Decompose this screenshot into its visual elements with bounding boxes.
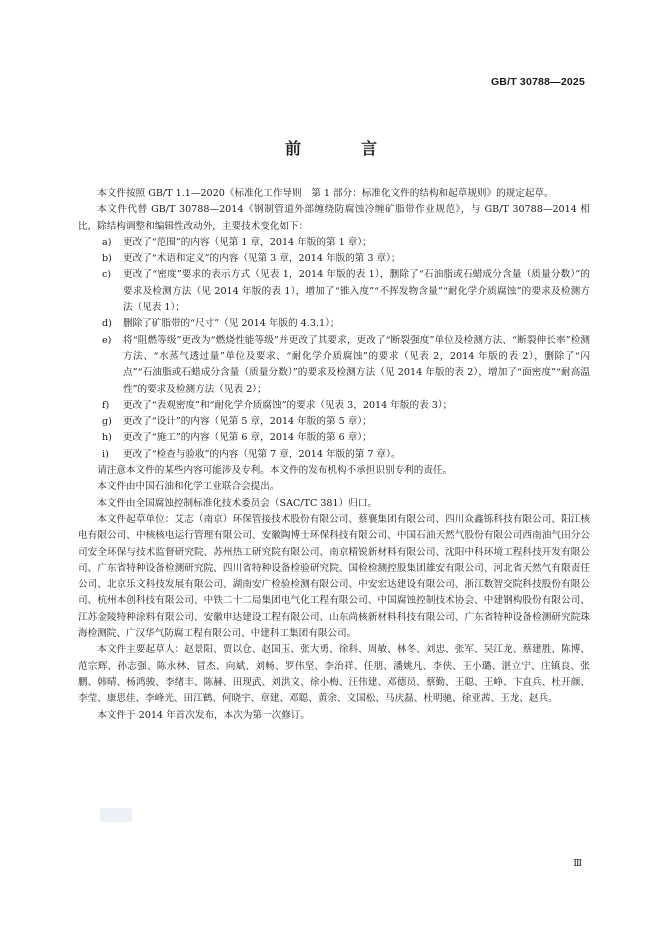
list-item-text: 更改了“范围”的内容（见第 1 章，2014 年版的第 1 章）； (123, 236, 372, 248)
list-item-text: 更改了“表观密度”和“耐化学介质腐蚀”的要求（见表 3，2014 年版的表 3）； (123, 399, 453, 411)
list-item-label: b) (102, 253, 112, 265)
list-item (78, 251, 590, 267)
list-item (78, 430, 590, 446)
list-item (78, 267, 590, 316)
list-item (78, 398, 590, 414)
changes-list (78, 235, 590, 463)
list-item (78, 333, 590, 398)
drafting-units: 本文件起草单位：艾志（南京）环保管接技术股份有限公司、蔡襄集团有限公司、四川众鑫铄科技有限公司、阳江核电有限公司、中核核电运行管理有限公司、安徽陶博士环保科技有限公司、中国石油天然气股份有限公司西南油气田分公司安全环保与技术监督研究院、苏州热工研究院有限公司、南京精锐新材料有限公司、沈阳中科环境工程科技开发有限公司、广东省特种设备检测研究院、四川省特种设备检验研究院、国检检测控股集团雄安有限公司、河北省天然气有限责任公司、北京乐文科技发展有限公司、湖南安广检验检测有限公司、中安宏达建设有限公司、浙江数智交院科技股份有限公司、杭州本创科技有限公司、中铁二十二局集团电气化工程有限公司、中国腐蚀控制技术协会、中建钢构股份有限公司、江苏金陵特种涂料有限公司、安徽申达建设工程有限公司、山东尚核新材料科技有限公司、广东省特种设备检测研究院珠海检测院、广汉华气防腐工程有限公司、中建科工集团有限公司。 (78, 513, 590, 640)
list-item (78, 316, 590, 332)
page-title: 前 言 (284, 139, 399, 158)
list-item-label: a) (102, 236, 112, 248)
list-item-text: 删除了矿脂带的“尺寸”（见 2014 年版的 4.3.1）； (123, 318, 340, 330)
foreword-body (78, 186, 590, 724)
list-item-label: d) (102, 318, 112, 330)
proposed-by: 本文件由中国石油和化学工业联合会提出。 (97, 481, 280, 493)
list-item-text: 更改了“术语和定义”的内容（见第 3 章，2014 年版的第 3 章）； (123, 253, 401, 265)
list-item-text: 将“阻燃等级”更改为“燃烧性能等级”并更改了其要求，更改了“断裂强度”单位及检测方法、“断裂伸长率”检测方法、“水蒸气透过量”单位及要求、“耐化学介质腐蚀”的要求（见表 2，2014 年版的表 2），删除了“闪点”“石油脂或石蜡成分含量（质量分数）”的要求及检测方法（见 2014 年版的表 2），增加了“面密度”“耐高温性”的要求及检测方法（见表 2）； (123, 334, 590, 395)
list-item (78, 447, 590, 463)
list-item-label: f) (102, 399, 110, 411)
patent-notice: 请注意本文件的某些内容可能涉及专利。本文件的发布机构不承担识别专利的责任。 (97, 465, 453, 477)
list-item-label: e) (102, 334, 112, 346)
publication-history: 本文件于 2014 年首次发布，本次为第一次修订。 (97, 709, 310, 721)
watermark-logo (100, 808, 132, 822)
list-item-text: 更改了“施工”的内容（见第 6 章，2014 年版的第 6 章）； (123, 432, 372, 444)
list-item (78, 235, 590, 251)
drafters: 本文件主要起草人：赵景阳、贾以仓、赵国玉、张大勇、徐科、周敏、林冬、刘忠、张军、吴江龙、蔡建胜、陈博、范宗辉、孙志强、陈永林、冒杰、向斌、刘畅、罗伟坚、李治祥、任朋、潘姚凡、李侠、王小璐、湛立宁、庄镇良、张鹏、韩晴、杨鸿骏、李绪丰、陈赫、田现武、刘洪文、徐小梅、汪伟建、邓德员、蔡勤、王聪、王峥、卞直兵、杜开颜、李莹、康思佳、李峰光、田江鹤、何晓宇、章建、邓聪、黄余、文国松、马庆磊、杜明驰、徐亚茜、王龙、赵兵。 (78, 644, 590, 705)
standard-code: GB/T 30788—2025 (490, 76, 585, 88)
list-item-text: 更改了“检查与验收”的内容（见第 7 章，2014 年版的第 7 章）。 (123, 448, 401, 460)
page-number: Ⅲ (573, 858, 582, 868)
list-item-label: h) (102, 432, 112, 444)
list-item-text: 更改了“设计”的内容（见第 5 章，2014 年版的第 5 章）； (123, 416, 372, 428)
intro-paragraph-1: 本文件按照 GB/T 1.1—2020《标准化工作导则 第 1 部分：标准化文件的结构和起草规则》的规定起草。 (97, 188, 554, 199)
list-item-label: i) (102, 448, 109, 460)
list-item-label: g) (102, 416, 112, 428)
list-item (78, 414, 590, 430)
intro-paragraph-2: 本文件代替 GB/T 30788—2014《钢制管道外部缠绕防腐蚀冷缠矿脂带作业规范》，与 GB/T 30788—2014 相比，除结构调整和编辑性改动外，主要技术变化如下： (78, 204, 590, 232)
centralized-by: 本文件由全国腐蚀控制标准化技术委员会（SAC/TC 381）归口。 (97, 497, 378, 509)
list-item-label: c) (102, 269, 112, 281)
list-item-text: 更改了“密度”要求的表示方式（见表 1，2014 年版的表 1），删除了“石油脂或石蜡成分含量（质量分数）”的要求及检测方法（见 2014 年版的表 1），增加了“锥入度”“不挥发物含量”“耐化学介质腐蚀”的要求及检测方法（见表 1）； (123, 269, 590, 314)
